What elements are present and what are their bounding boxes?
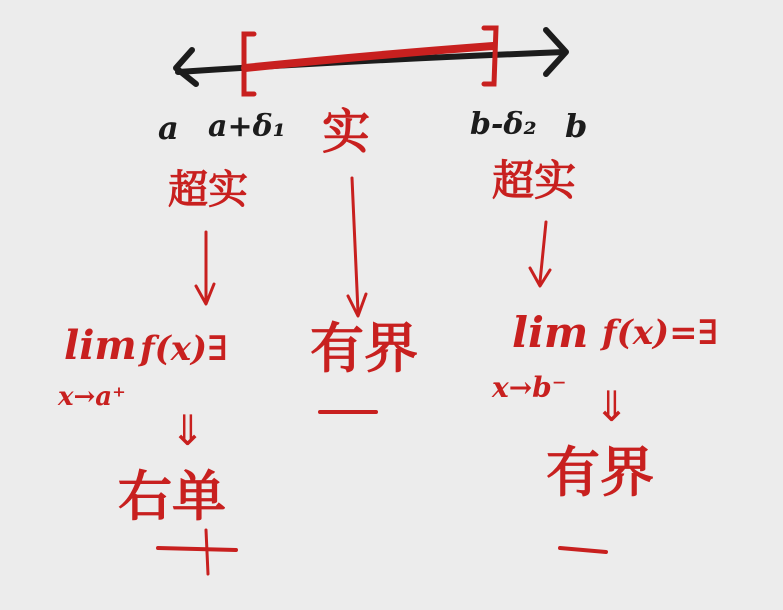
left-implies-icon: ⇓ — [170, 406, 206, 455]
left-label-hyperreal: 超实 — [168, 167, 248, 213]
label-b: b — [565, 107, 588, 145]
right-limit-op: lim — [512, 308, 589, 357]
right-underline — [560, 548, 606, 552]
right-implies-icon: ⇓ — [594, 382, 630, 431]
left-limit-expr: f(x)∃ — [140, 329, 229, 369]
label-a-plus-delta1: a+δ₁ — [208, 109, 286, 144]
middle-label-real: 实 — [322, 104, 371, 160]
left-result: 右单 — [118, 465, 226, 528]
right-down-arrow — [540, 222, 546, 282]
left-underline — [158, 548, 236, 550]
right-limit-expr: f(x)=∃ — [602, 313, 719, 353]
middle-down-arrow — [352, 178, 358, 312]
label-a: a — [158, 109, 179, 147]
right-limit-sub: x→b⁻ — [492, 371, 567, 404]
left-result-tail — [206, 530, 208, 574]
right-result: 有界 — [546, 441, 654, 504]
right-label-hyperreal: 超实 — [492, 156, 577, 205]
label-b-minus-delta2: b-δ₂ — [470, 107, 537, 142]
left-limit-op: lim — [64, 322, 137, 369]
left-limit-sub: x→a⁺ — [58, 382, 126, 412]
left-arrowhead — [176, 50, 196, 84]
middle-result: 有界 — [310, 317, 418, 380]
